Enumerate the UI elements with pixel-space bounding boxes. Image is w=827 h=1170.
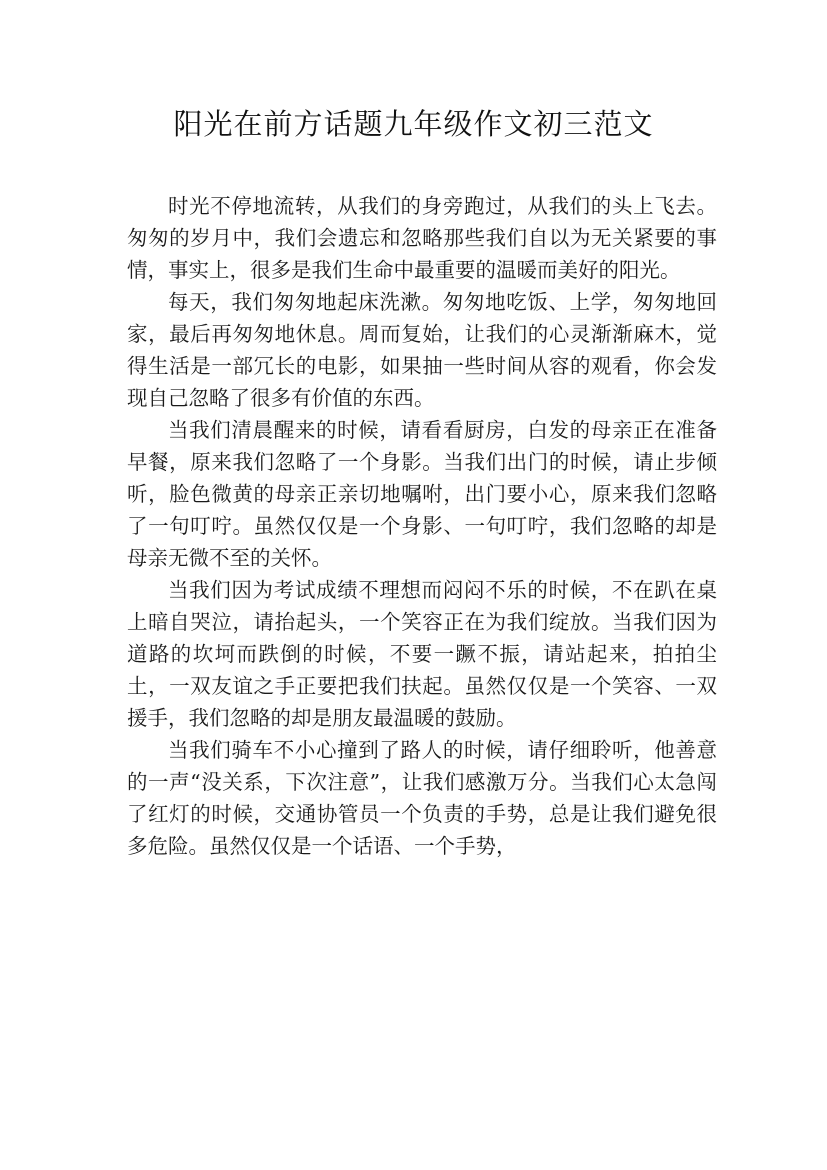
paragraph-3: 当我们清晨醒来的时候，请看看厨房，白发的母亲正在准备早餐，原来我们忽略了一个身影。当我们出门的时候，请止步倾听，脸色微黄的母亲正亲切地嘱咐，出门要小心，原来我们忽略了一句叮咛。虽然仅仅是一个身影、一句叮咛，我们忽略的却是母亲无微不至的关怀。 xyxy=(127,418,717,570)
document-body xyxy=(127,190,717,862)
paragraph-4: 当我们因为考试成绩不理想而闷闷不乐的时候，不在趴在桌上暗自哭泣，请抬起头，一个笑容正在为我们绽放。当我们因为道路的坎坷而跌倒的时候，不要一蹶不振，请站起来，拍拍尘土，一双友谊之手正要把我们扶起。虽然仅仅是一个笑容、一双援手，我们忽略的却是朋友最温暖的鼓励。 xyxy=(127,578,717,730)
document-title: 阳光在前方话题九年级作文初三范文 xyxy=(173,107,654,141)
paragraph-1: 时光不停地流转，从我们的身旁跑过，从我们的头上飞去。匆匆的岁月中，我们会遗忘和忽略那些我们自以为无关紧要的事情，事实上，很多是我们生命中最重要的温暖而美好的阳光。 xyxy=(127,194,717,282)
paragraph-5: 当我们骑车不小心撞到了路人的时候，请仔细聆听，他善意的一声“没关系，下次注意”，让我们感激万分。当我们心太急闯了红灯的时候，交通协管员一个负责的手势，总是让我们避免很多危险。虽然仅仅是一个话语、一个手势， xyxy=(127,738,717,858)
paragraph-2: 每天，我们匆匆地起床洗漱。匆匆地吃饭、上学，匆匆地回家，最后再匆匆地休息。周而复始，让我们的心灵渐渐麻木，觉得生活是一部冗长的电影，如果抽一些时间从容的观看，你会发现自己忽略了很多有价值的东西。 xyxy=(127,290,717,410)
